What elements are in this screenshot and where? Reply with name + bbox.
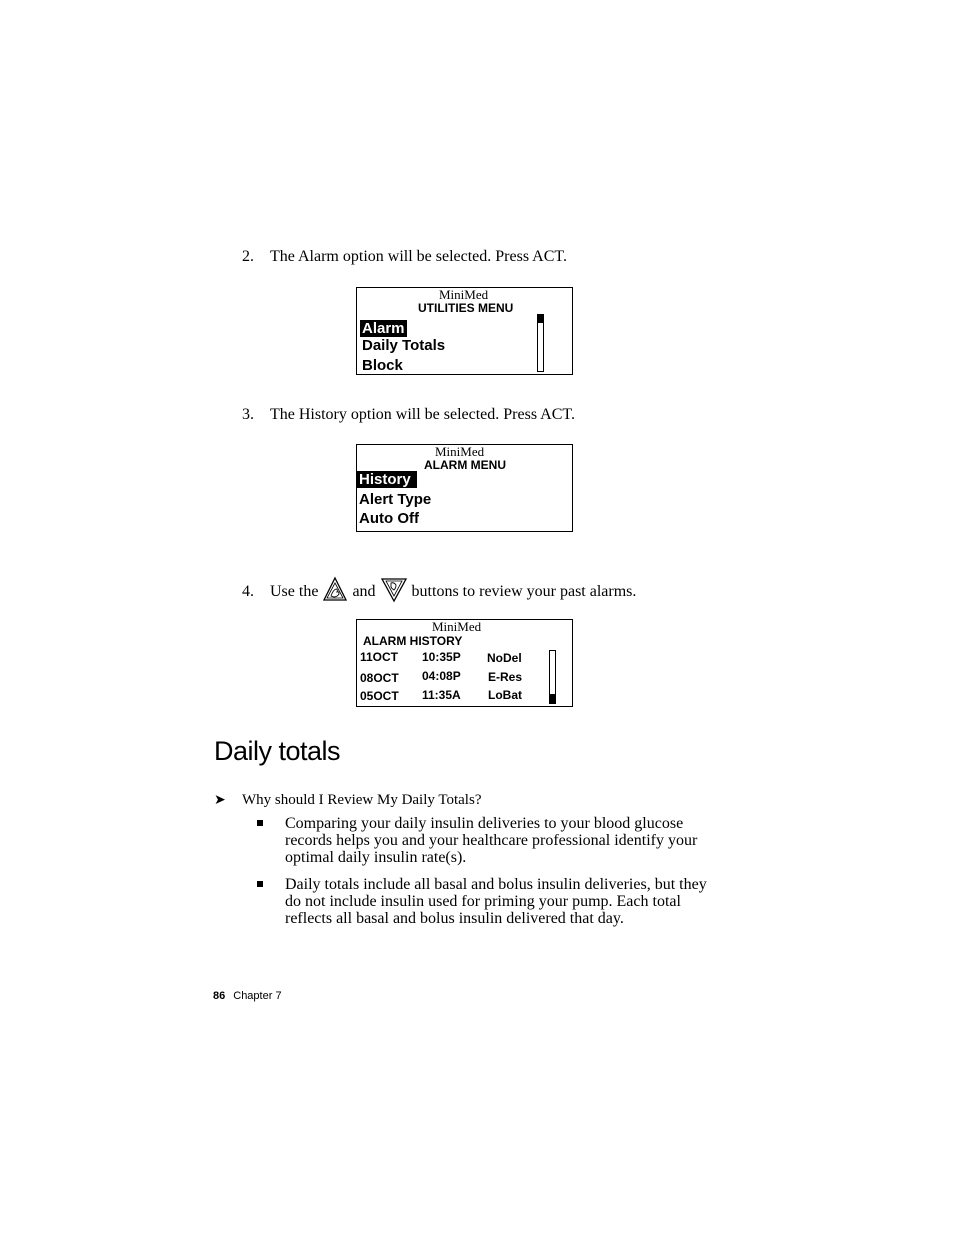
step-number: 3. (242, 406, 254, 423)
history-code: NoDel (487, 651, 522, 665)
scrollbar-thumb[interactable] (550, 694, 555, 703)
step-2 (242, 247, 567, 267)
question (214, 791, 481, 810)
bullet-item (257, 876, 727, 928)
square-bullet-icon (257, 881, 263, 887)
step-3 (242, 405, 575, 425)
menu-title: ALARM MENU (424, 458, 506, 472)
square-bullet-icon (257, 820, 263, 826)
step-number: 2. (242, 248, 254, 265)
page-footer (213, 989, 282, 1003)
step-number: 4. (242, 583, 254, 601)
brand-label: MiniMed (439, 287, 489, 302)
step-text: Use the (270, 583, 319, 601)
menu-item-history[interactable]: History (357, 471, 417, 488)
utilities-menu-screen (356, 287, 573, 375)
arrow-bullet-icon: ➤ (214, 793, 226, 808)
menu-title: UTILITIES MENU (418, 301, 514, 315)
brand-label: MiniMed (432, 619, 482, 634)
up-arrow-button-icon (322, 576, 348, 609)
brand-label: MiniMed (435, 444, 485, 459)
step-text: buttons to review your past alarms. (411, 583, 637, 601)
bullet-text: Comparing your daily insulin deliveries to your blood glucose records helps you and your healthcare professional identify your optimal daily insulin rate(s). (285, 815, 698, 866)
menu-item-daily-totals[interactable]: Daily Totals (362, 337, 446, 354)
question-text: Why should I Review My Daily Totals? (242, 792, 482, 808)
alarm-history-screen (356, 619, 573, 707)
bullet-text: Daily totals include all basal and bolus insulin deliveries, but they do not include insulin used for priming your pump. Each total reflects all basal and bolus insulin delivered that day. (285, 876, 707, 927)
scrollbar-thumb[interactable] (538, 315, 543, 323)
history-time: 04:08P (422, 669, 461, 683)
chapter-label: Chapter 7 (233, 990, 282, 1002)
step-text: and (352, 583, 376, 601)
down-arrow-button-icon (380, 576, 408, 609)
page-number: 86 (213, 990, 226, 1002)
step-4 (242, 576, 636, 609)
alarm-menu-screen (356, 444, 573, 532)
step-text: The History option will be selected. Press ACT. (270, 406, 575, 423)
bullet-item (257, 815, 727, 867)
history-date: 05OCT (360, 689, 399, 703)
scrollbar[interactable] (537, 314, 544, 372)
menu-item-alarm[interactable]: Alarm (362, 320, 405, 337)
step-text: The Alarm option will be selected. Press ACT. (270, 248, 567, 265)
history-time: 10:35P (422, 650, 461, 664)
history-code: LoBat (488, 688, 522, 702)
scrollbar[interactable] (549, 650, 556, 704)
menu-item-block[interactable]: Block (362, 357, 403, 374)
menu-title: ALARM HISTORY (363, 634, 463, 648)
history-code: E-Res (488, 670, 523, 684)
history-date: 08OCT (360, 671, 399, 685)
menu-item-auto-off[interactable]: Auto Off (359, 510, 419, 527)
section-heading: Daily totals (214, 736, 341, 766)
menu-item-alert-type[interactable]: Alert Type (359, 491, 432, 508)
history-date: 11OCT (360, 650, 399, 664)
history-time: 11:35A (422, 688, 461, 702)
